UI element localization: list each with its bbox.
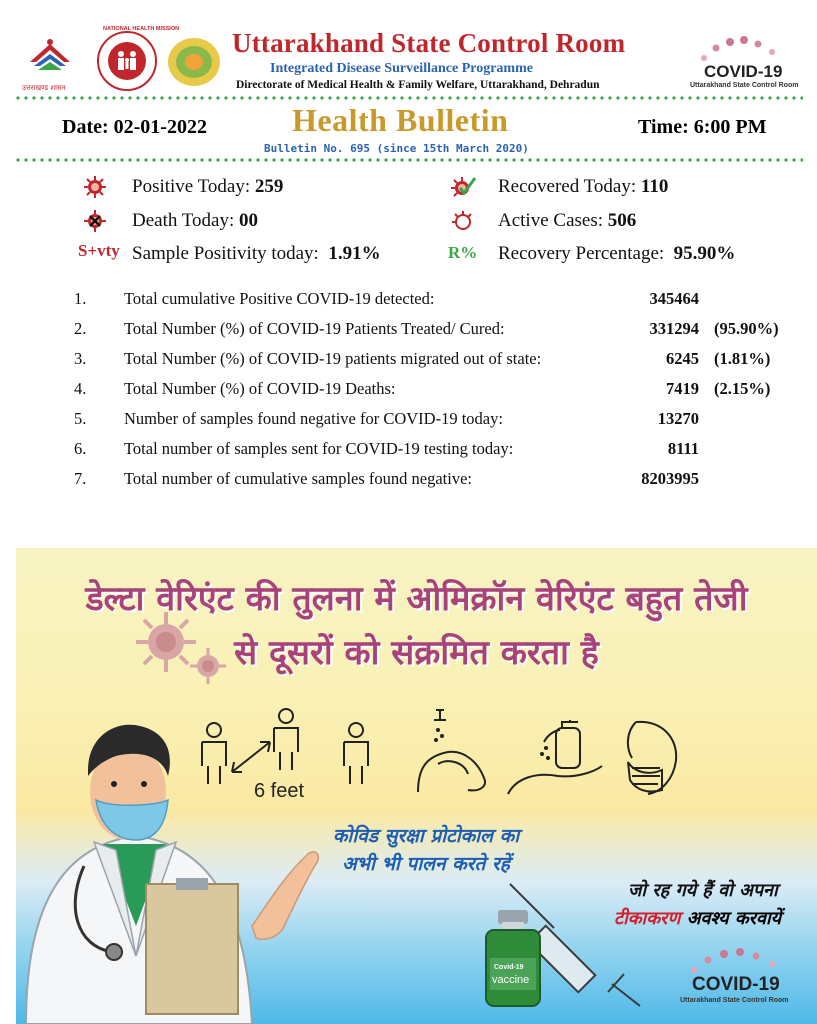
banner-headline-line2: से दूसरों को संक्रमित करता है	[234, 633, 599, 673]
header-directorate: Directorate of Medical Health & Family Welfare, Uttarakhand, Dehradun	[236, 79, 600, 91]
bulletin-title: Health Bulletin	[292, 102, 509, 138]
safety-protocol-line1: कोविड सुरक्षा प्रोटोकाल का	[332, 825, 520, 847]
stats-row-value: 8203995	[641, 469, 699, 488]
header-subtitle: Integrated Disease Surveillance Programme	[270, 61, 533, 76]
kpi-active-value: 506	[607, 210, 637, 231]
bulletin-time: Time: 6:00 PM	[638, 116, 767, 138]
virus-recovered-icon	[450, 174, 476, 200]
stats-row-label: Total Number (%) of COVID-19 Deaths:	[124, 379, 396, 398]
stats-row	[0, 349, 817, 379]
vaccination-line1: जो रह गये हैं वो अपना	[628, 880, 778, 901]
banner-covid-logo: COVID-19	[692, 974, 780, 995]
stats-row-percent: (1.81%)	[714, 349, 771, 368]
doctor-illustration-icon	[16, 716, 336, 1024]
stats-row-value: 331294	[649, 319, 699, 338]
kpi-recovered-value: 110	[640, 176, 669, 197]
stats-row-label: Total number of cumulative samples found negative:	[124, 469, 472, 488]
stats-row-value: 6245	[666, 349, 699, 368]
vaccination-rest: अवश्य करवायें	[686, 908, 782, 929]
divider-mid	[14, 158, 803, 162]
handwash-icon	[408, 706, 494, 796]
stats-row-number: 7.	[74, 469, 87, 488]
kpi-recovery-percentage	[498, 243, 735, 265]
kpi-recovered-label: Recovered Today:	[498, 176, 637, 197]
sample-positivity-icon: S+vty	[78, 241, 120, 260]
kpi-death-value: 00	[239, 210, 259, 231]
stats-row-value: 8111	[667, 439, 699, 458]
banner-covid-dots-icon	[684, 946, 784, 976]
virus-active-icon	[450, 208, 476, 234]
stats-row	[0, 409, 817, 439]
safety-protocol-text	[296, 822, 556, 878]
stats-row-label: Total Number (%) of COVID-19 patients migrated out of state:	[124, 349, 542, 368]
header-title: Uttarakhand State Control Room	[232, 28, 626, 58]
kpi-sample-positivity-value: 1.91%	[328, 243, 381, 264]
kpi-active	[498, 210, 636, 232]
vaccination-highlight: टीकाकरण	[614, 908, 681, 929]
uttarakhand-emblem-icon	[24, 36, 76, 86]
header-covid-logo: COVID-19	[704, 62, 783, 81]
virus-small-icon	[188, 646, 228, 686]
stats-row-percent: (95.90%)	[714, 319, 779, 338]
stats-row-number: 6.	[74, 439, 87, 458]
divider-top	[14, 96, 803, 100]
kpi-recovery-percentage-label: Recovery Percentage:	[498, 243, 665, 264]
face-mask-icon	[618, 718, 682, 798]
awareness-banner	[16, 548, 817, 1024]
kpi-positive	[132, 176, 283, 198]
kpi-positive-value: 259	[254, 176, 284, 197]
stats-row-value: 13270	[657, 409, 699, 428]
stats-row-number: 2.	[74, 319, 87, 338]
stats-row	[0, 289, 817, 319]
kpi-death	[132, 210, 258, 232]
kpi-active-label: Active Cases:	[498, 210, 604, 231]
stats-row-number: 4.	[74, 379, 87, 398]
stats-row-number: 5.	[74, 409, 87, 428]
virus-death-icon	[82, 208, 108, 234]
stats-row	[0, 319, 817, 349]
recovery-percent-icon: R%	[448, 243, 478, 262]
kpi-recovery-percentage-value: 95.90%	[673, 243, 736, 264]
six-feet-label: 6 feet	[254, 780, 305, 802]
header	[0, 0, 817, 100]
vaccination-line2	[614, 906, 781, 930]
banner-headline-line1: डेल्टा वेरिएंट की तुलना में ओमिक्रॉन वेरिएंट बहुत तेजी	[85, 579, 748, 619]
vaccine-vial-icon	[480, 908, 546, 1008]
stats-row	[0, 379, 817, 409]
kpi-death-label: Death Today:	[132, 210, 235, 231]
stats-row-number: 3.	[74, 349, 87, 368]
virus-positive-icon	[82, 174, 108, 200]
stats-row-value: 7419	[666, 379, 699, 398]
stats-row-number: 1.	[74, 289, 87, 308]
stats-row	[0, 469, 817, 499]
kpi-positive-label: Positive Today:	[132, 176, 251, 197]
vial-label-line1: Covid-19	[494, 964, 524, 971]
safety-protocol-line2: अभी भी पालन करते रहें	[342, 853, 510, 875]
stats-row	[0, 439, 817, 469]
stats-row-label: Number of samples found negative for COVID-19 today:	[124, 409, 503, 428]
header-covid-logo-sub: Uttarakhand State Control Room	[690, 82, 799, 89]
stats-row-label: Total Number (%) of COVID-19 Patients Treated/ Cured:	[124, 319, 505, 338]
bulletin-number: Bulletin No. 695 (since 15th March 2020)	[264, 142, 529, 155]
bulletin-date: Date: 02-01-2022	[62, 116, 207, 138]
kpi-sample-positivity-label: Sample Positivity today:	[132, 243, 319, 264]
stats-row-percent: (2.15%)	[714, 379, 771, 398]
kpi-sample-positivity	[132, 243, 381, 265]
stats-row-value: 345464	[649, 289, 699, 308]
stats-row-label: Total cumulative Positive COVID-19 detected:	[124, 289, 435, 308]
idsp-logo-icon	[166, 36, 222, 88]
sanitizer-icon	[506, 718, 606, 798]
banner-covid-logo-sub: Uttarakhand State Control Room	[680, 997, 789, 1004]
national-health-mission-logo-icon	[96, 30, 158, 92]
covid-dots-icon	[696, 34, 782, 64]
gov-caption: उत्तराखण्ड शासन	[22, 84, 66, 92]
mission-caption: NATIONAL HEALTH MISSION	[103, 26, 180, 32]
vial-label-line2: vaccine	[492, 974, 530, 986]
kpi-recovered	[498, 176, 668, 198]
stats-row-label: Total number of samples sent for COVID-19 testing today:	[124, 439, 514, 458]
